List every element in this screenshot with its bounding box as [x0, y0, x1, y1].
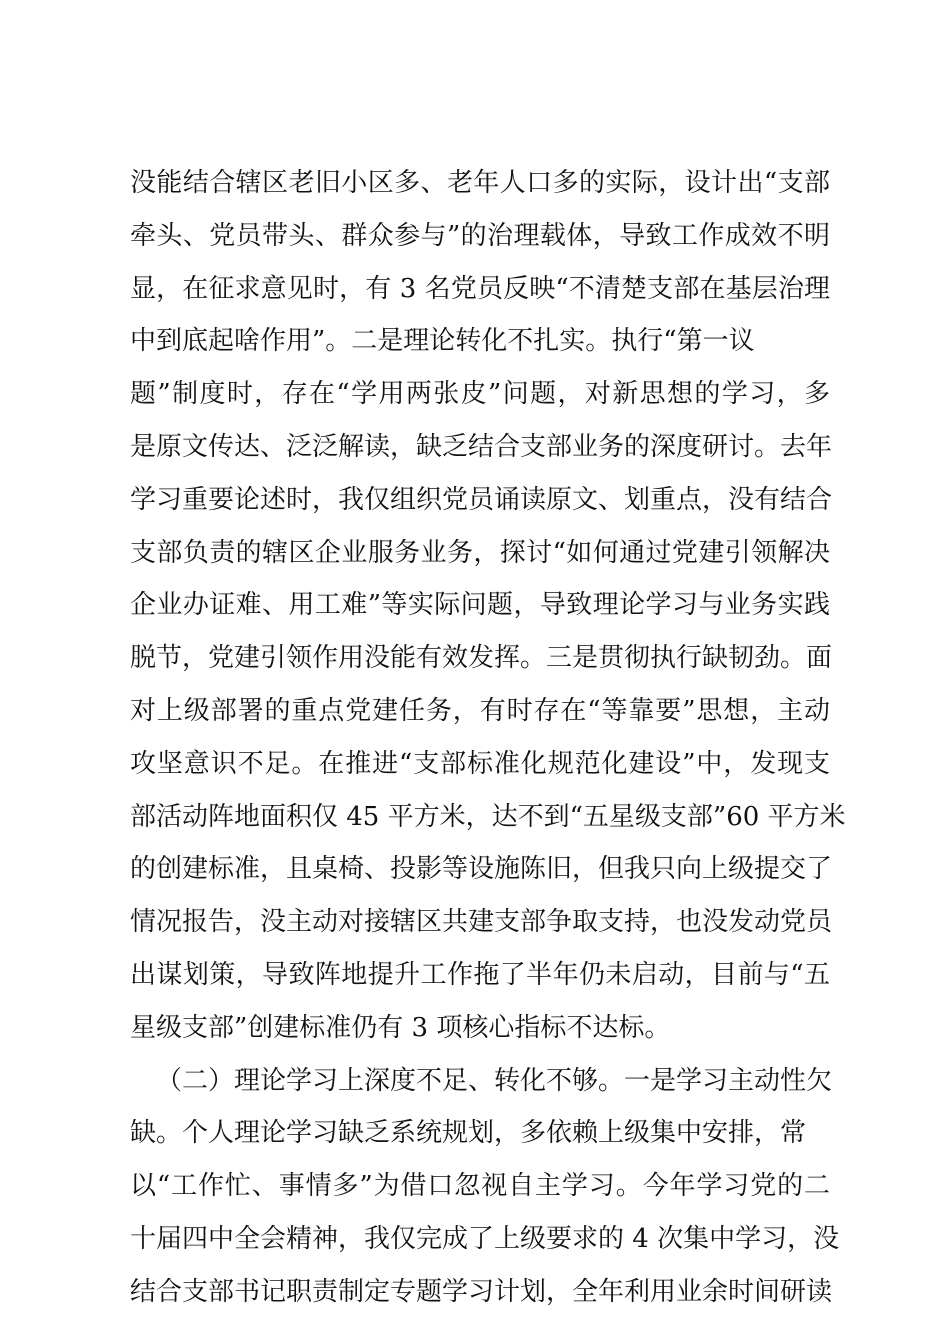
text-line: 星级支部”创建标准仍有 3 项核心指标不达标。: [130, 1012, 671, 1043]
text-line: 是原文传达、泛泛解读，缺乏结合支部业务的深度研讨。去年: [130, 431, 833, 462]
text-line: 情况报告，没主动对接辖区共建支部争取支持，也没发动党员: [130, 907, 833, 938]
text-line: 缺。个人理论学习缺乏系统规划，多依赖上级集中安排，常: [130, 1118, 807, 1149]
text-line: 十届四中全会精神，我仅完成了上级要求的 4 次集中学习，没: [130, 1223, 840, 1254]
document-page: [130, 164, 846, 1326]
text-line: 题”制度时，存在“学用两张皮”问题，对新思想的学习，多: [130, 379, 830, 410]
text-line: 支部负责的辖区企业服务业务，探讨“如何通过党建引领解决: [130, 537, 830, 568]
text-line: 脱节，党建引领作用没能有效发挥。三是贯彻执行缺韧劲。面: [130, 643, 833, 674]
text-line: 攻坚意识不足。在推进“支部标准化规范化建设”中，发现支: [130, 748, 830, 779]
text-line: 结合支部书记职责制定专题学习计划，全年利用业余时间研读: [130, 1276, 833, 1307]
section-heading-line: （二）理论学习上深度不足、转化不够。一是学习主动性欠: [156, 1065, 833, 1096]
text-line: 以“工作忙、事情多”为借口忽视自主学习。今年学习党的二: [130, 1171, 830, 1202]
text-line: 中到底起啥作用”。二是理论转化不扎实。执行“第一议: [130, 326, 755, 357]
text-line: 牵头、党员带头、群众参与”的治理载体，导致工作成效不明: [130, 220, 830, 251]
text-line: 对上级部署的重点党建任务，有时存在“等靠要”思想，主动: [130, 695, 830, 726]
text-line: 学习重要论述时，我仅组织党员诵读原文、划重点，没有结合: [130, 484, 833, 515]
text-line: 的创建标准，且桌椅、投影等设施陈旧，但我只向上级提交了: [130, 854, 833, 885]
text-line: 出谋划策，导致阵地提升工作拖了半年仍未启动，目前与“五: [130, 959, 830, 990]
text-line: 部活动阵地面积仅 45 平方米，达不到“五星级支部”60 平方米: [130, 801, 846, 832]
text-line: 没能结合辖区老旧小区多、老年人口多的实际，设计出“支部: [130, 168, 830, 198]
text-line: 企业办证难、用工难”等实际问题，导致理论学习与业务实践: [130, 590, 830, 621]
text-line: 显，在征求意见时，有 3 名党员反映“不清楚支部在基层治理: [130, 273, 830, 304]
